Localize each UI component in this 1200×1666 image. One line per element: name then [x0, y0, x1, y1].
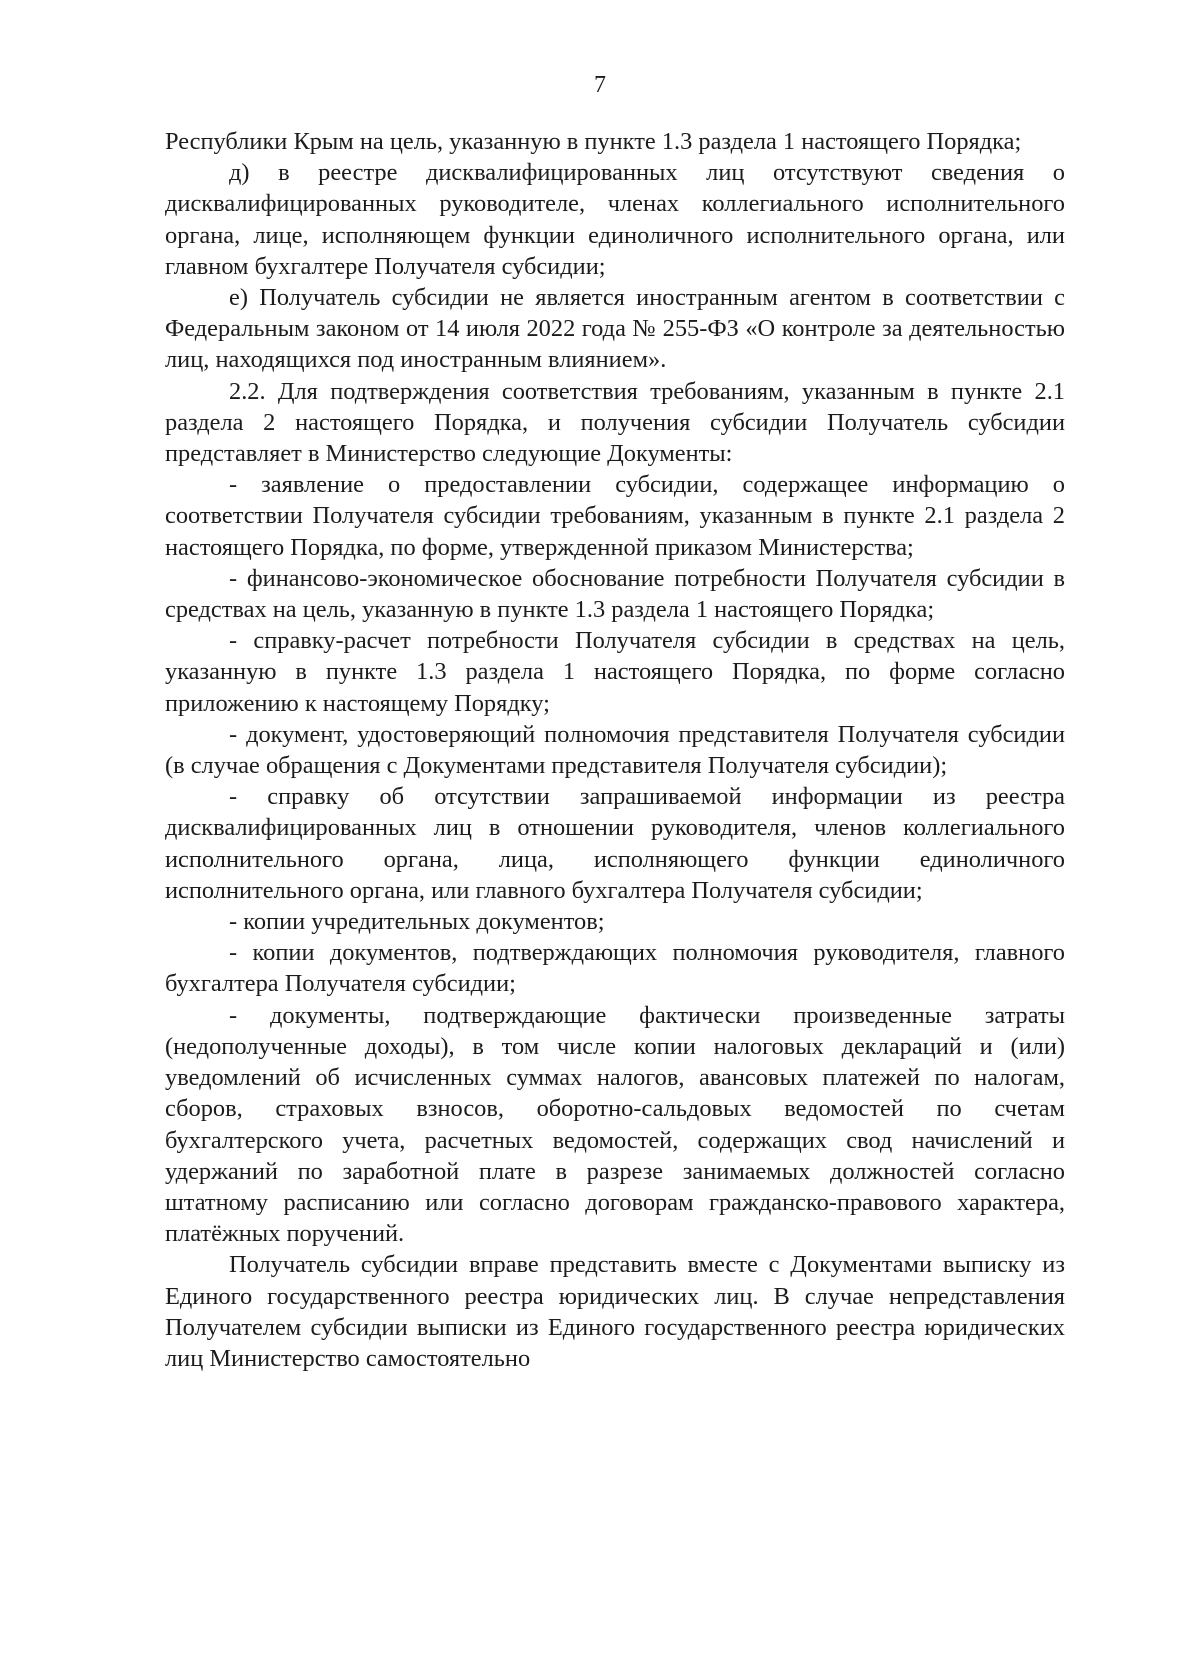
list-item-calculation: - справку-расчет потребности Получателя субсидии в средствах на цель, указанную в пункте 1.3 раздела 1 настоящего Порядка, по форме согласно приложению к настоящему Порядку; — [165, 627, 1065, 717]
list-item-application: - заявление о предоставлении субсидии, содержащее информацию о соответствии Получателя субсидии требованиям, указанным в пункте 2.1 раздела 2 настоящего Порядка, по форме, утвержденной приказом Министерства; — [165, 471, 1065, 561]
list-item-registry-certificate: - справку об отсутствии запрашиваемой информации из реестра дисквалифицированных лиц в отношении руководителя, членов коллегиального исполнительного органа, лица, исполняющего функции единоличного исполнительного органа, или главного бухгалтера Получателя субсидии; — [165, 783, 1065, 904]
paragraph-section-2-2: 2.2. Для подтверждения соответствия требованиям, указанным в пункте 2.1 раздела 2 настоящего Порядка, и получения субсидии Получатель субсидии представляет в Министерство следующие Документы: — [165, 377, 1065, 468]
page-number: 7 — [594, 72, 606, 98]
paragraph-item-e: е) Получатель субсидии не является иностранным агентом в соответствии с Федеральным законом от 14 июля 2022 года № 255-ФЗ «О контроле за деятельностью лиц, находящихся под иностранным влиянием». — [165, 284, 1065, 374]
list-item-authority-document: - документ, удостоверяющий полномочия представителя Получателя субсидии (в случае обращения с Документами представителя Получателя субсидии); — [165, 720, 1065, 780]
list-item-justification: - финансово-экономическое обоснование потребности Получателя субсидии в средствах на цель, указанную в пункте 1.3 раздела 1 настоящего Порядка; — [165, 564, 1065, 624]
list-item-expense-documents: - документы, подтверждающие фактически произведенные затраты (недополученные доходы), в том числе копии налоговых деклараций и (или) уведомлений об исчисленных суммах налогов, авансовых платежей по налогам, сборов, страховых взносов, оборотно-сальдовых ведомостей по счетам бухгалтерского учета, расчетных ведомостей, содержащих свод начислений и удержаний по заработной плате в разрезе занимаемых должностей согласно штатному расписанию или согласно договорам гражданско-правового характера, платёжных поручений. — [165, 1001, 1065, 1248]
paragraph-item-d: д) в реестре дисквалифицированных лиц отсутствуют сведения о дисквалифицированных руководителе, членах коллегиального исполнительного органа, лице, исполняющем функции единоличного исполнительного органа, или главном бухгалтере Получателя субсидии; — [165, 159, 1065, 280]
paragraph-egrul-extract: Получатель субсидии вправе представить вместе с Документами выписку из Единого государственного реестра юридических лиц. В случае непредставления Получателем субсидии выписки из Единого государственного реестра юридических лиц Министерство самостоятельно — [165, 1251, 1065, 1372]
document-body — [165, 126, 1065, 1374]
list-item-founding-documents: - копии учредительных документов; — [229, 908, 605, 936]
list-item-director-authority: - копии документов, подтверждающих полномочия руководителя, главного бухгалтера Получателя субсидии; — [165, 939, 1065, 998]
paragraph-continuation: Республики Крым на цель, указанную в пункте 1.3 раздела 1 настоящего Порядка; — [165, 128, 1022, 155]
